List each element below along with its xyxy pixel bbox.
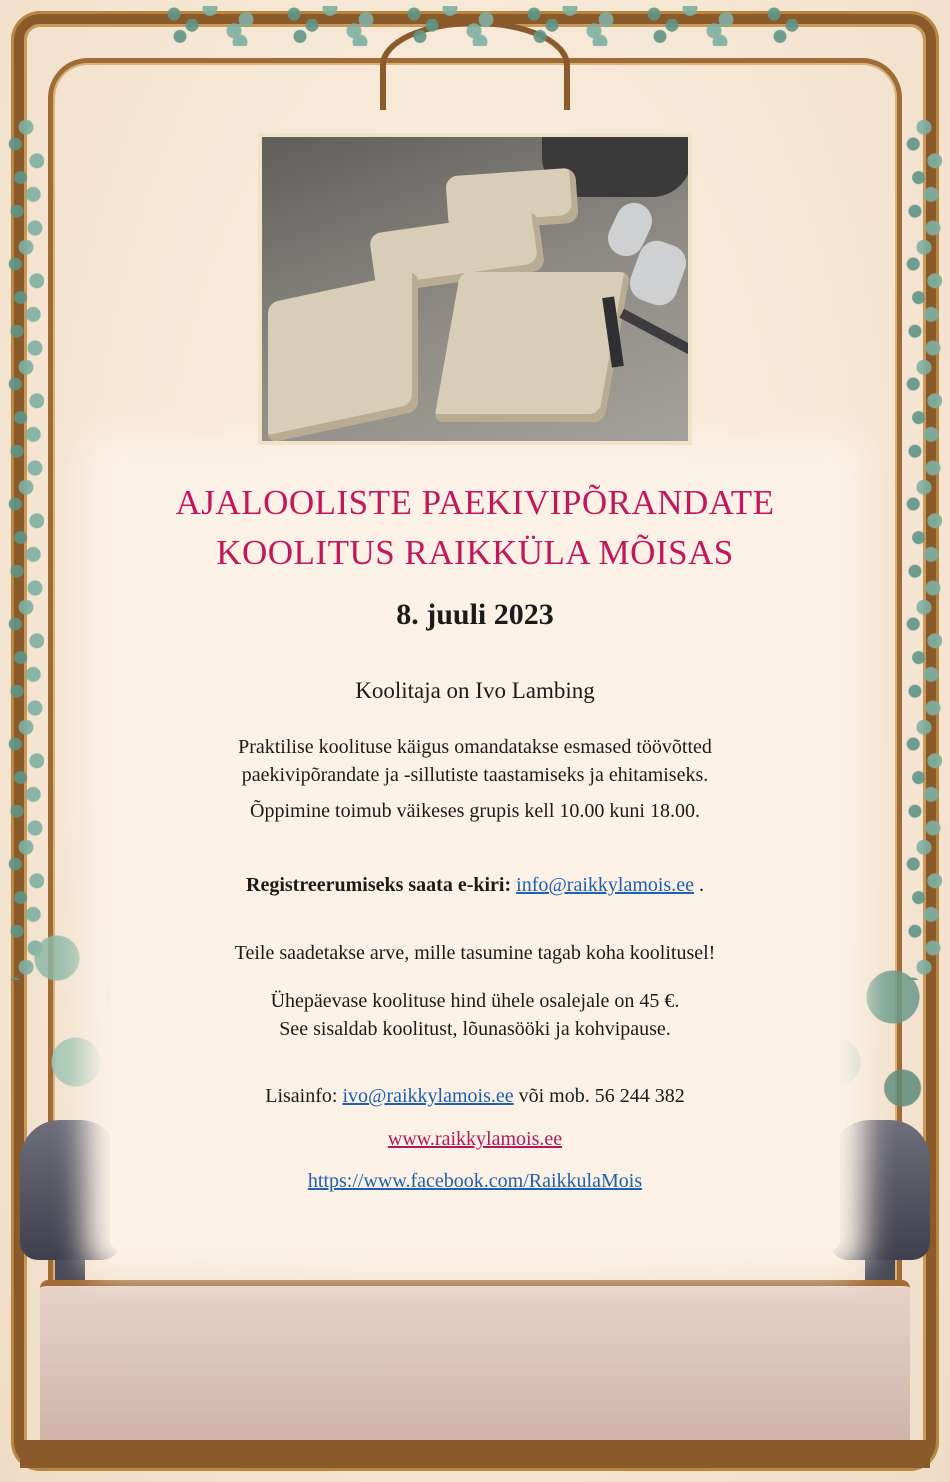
facebook-link[interactable]: https://www.facebook.com/RaikkulaMois [307,1170,643,1192]
contact-line [0,1085,950,1108]
ivy-vine-decoration [150,6,800,46]
trainer-text: Koolitaja on Ivo Lambing [355,678,595,703]
title-line-1: AJALOOLISTE PAEKIVIPÕRANDATE [175,483,775,522]
contact-phone: või mob. 56 244 382 [518,1085,685,1107]
website-link[interactable]: www.raikkylamois.ee [387,1128,563,1150]
limestone-paving-photo [258,133,692,445]
frame-base [20,1440,930,1468]
description-line-1: Praktilise koolituse käigus omandatakse esmased töövõtted [238,736,712,758]
price-line-2: See sisaldab koolitust, lõunasööki ja kohvipause. [279,1018,671,1040]
registration-label: Registreerumiseks saata e-kiri: [246,874,512,896]
registration-line [0,874,950,897]
description [0,733,950,789]
schedule-text: Õppimine toimub väikeses grupis kell 10.00 kuni 18.00. [250,800,700,822]
invoice-text: Teile saadetakse arve, mille tasumine tagab koha koolitusel! [234,942,716,964]
contact-label: Lisainfo: [265,1085,338,1107]
title-line-2: KOOLITUS RAIKKÜLA MÕISAS [216,533,734,572]
price-line-1: Ühepäevase koolituse hind ühele osalejale on 45 €. [270,990,680,1012]
price-info [0,987,950,1043]
contact-email-link[interactable]: ivo@raikkylamois.ee [342,1085,514,1107]
registration-suffix: . [698,874,704,896]
description-line-2: paekivipõrandate ja -sillutiste taastamiseks ja ehitamiseks. [241,764,709,786]
event-title [0,478,950,578]
draped-cloth-decoration [40,1280,910,1456]
event-date: 8. juuli 2023 [396,598,554,631]
registration-email-link[interactable]: info@raikkylamois.ee [516,874,694,896]
